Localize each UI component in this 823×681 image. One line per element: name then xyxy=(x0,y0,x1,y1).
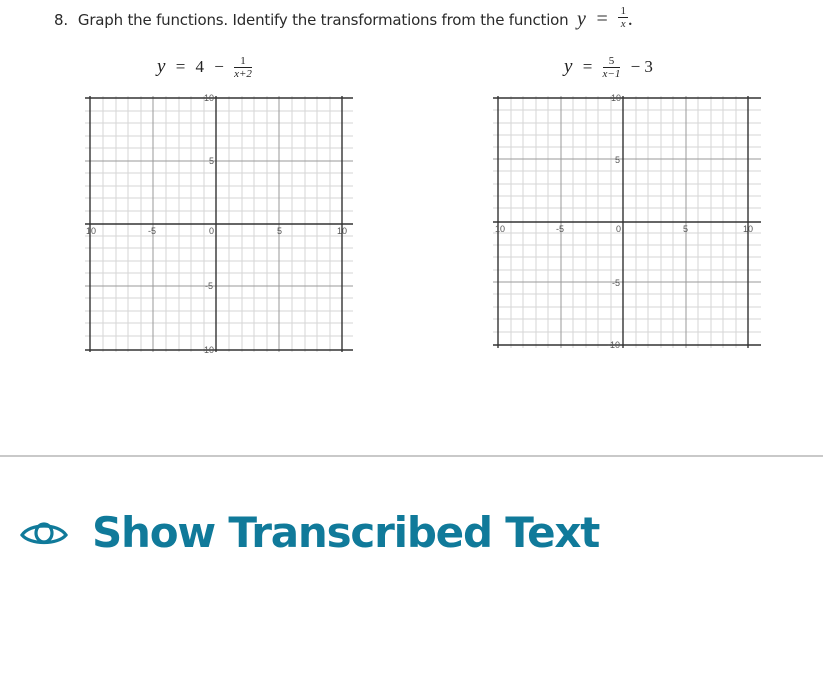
x-tick-label: 10 xyxy=(495,224,506,234)
equation-2-fraction: $\frac{5}{x-1}$ xyxy=(602,55,621,81)
axes xyxy=(493,96,761,348)
y-tick-label: 5 xyxy=(615,155,621,165)
coordinate-grid-2[interactable] xyxy=(493,92,763,354)
y-tick-label: -5 xyxy=(612,278,621,288)
x-tick-label: 10 xyxy=(86,226,97,236)
axes xyxy=(85,96,353,352)
y-tick-label: 5 xyxy=(209,156,215,166)
section-divider xyxy=(0,455,823,457)
base-function: y = $\frac{1}{x}$ . xyxy=(577,5,633,31)
x-tick-label: 5 xyxy=(683,224,689,234)
x-tick-label: 5 xyxy=(277,226,283,236)
y-tick-label: 10 xyxy=(611,93,622,103)
y-tick-label: -10 xyxy=(607,340,621,350)
x-tick-label: 10 xyxy=(337,226,348,236)
show-transcribed-text-label: Show Transcribed Text xyxy=(92,508,600,557)
y-tick-label: -5 xyxy=(205,281,214,291)
show-transcribed-text-button[interactable] xyxy=(18,508,599,557)
equation-1: y = 4 − $\frac{1}{x+2}$ xyxy=(157,55,252,81)
y-tick-label: 10 xyxy=(204,93,215,103)
x-tick-label: 0 xyxy=(616,224,622,234)
equation-1-fraction: $\frac{1}{x+2}$ xyxy=(234,55,252,81)
question-prompt xyxy=(54,5,633,32)
y-tick-label: -10 xyxy=(201,345,215,355)
eye-icon xyxy=(18,515,70,551)
base-function-fraction: $\frac{1}{x}$ xyxy=(620,5,626,31)
x-tick-label: 10 xyxy=(743,224,754,234)
x-tick-label: -5 xyxy=(148,226,157,236)
x-tick-label: -5 xyxy=(556,224,565,234)
coordinate-grid-1[interactable] xyxy=(85,92,355,360)
equation-2: y = $\frac{5}{x-1}$ − 3 xyxy=(564,55,653,81)
x-tick-label: 0 xyxy=(209,226,215,236)
question-text: Graph the functions. Identify the transformations from the function xyxy=(77,11,569,29)
question-number: 8. xyxy=(54,11,68,29)
